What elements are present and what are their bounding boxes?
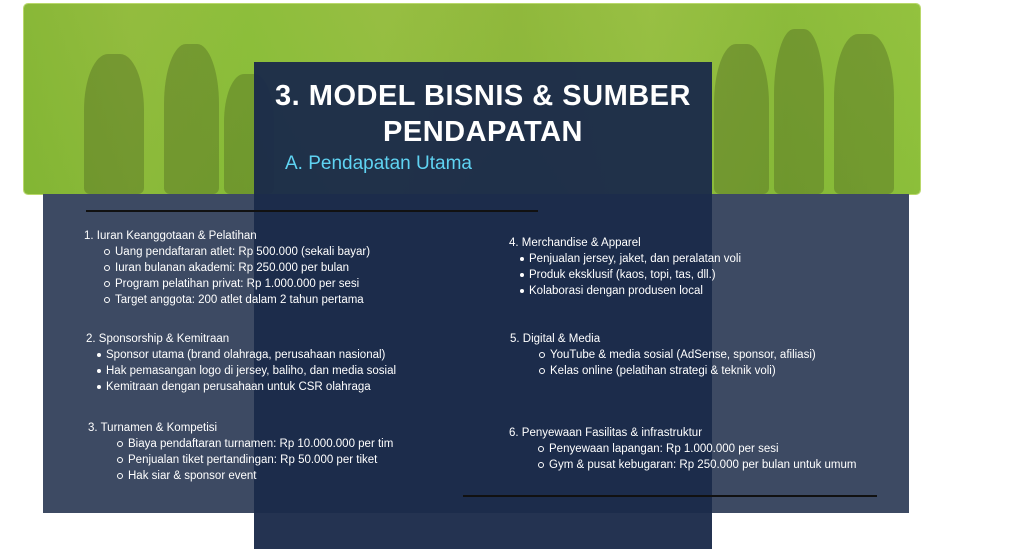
- list-item: Sponsor utama (brand olahraga, perusahaan nasional): [106, 347, 396, 363]
- list-item: Kelas online (pelatihan strategi & teknik voli): [550, 363, 816, 379]
- list-item: Biaya pendaftaran turnamen: Rp 10.000.000 per tim: [128, 438, 394, 450]
- divider-bottom: [463, 495, 877, 497]
- list-item: Gym & pusat kebugaran: Rp 250.000 per bulan untuk umum: [549, 459, 857, 471]
- list-item: Iuran bulanan akademi: Rp 250.000 per bulan: [115, 260, 370, 276]
- section-tournament: [88, 420, 393, 484]
- list-item: Hak siar & sponsor event: [128, 468, 393, 484]
- section-digital: [510, 331, 816, 379]
- section-heading: 6. Penyewaan Fasilitas & infrastruktur: [509, 427, 703, 439]
- section-heading: 5. Digital & Media: [510, 333, 601, 345]
- list-item: Uang pendaftaran atlet: Rp 500.000 (sekali bayar): [115, 246, 371, 258]
- list-item: Kolaborasi dengan produsen local: [529, 283, 741, 299]
- section-facility-rental: [509, 425, 857, 473]
- section-merchandise: [509, 235, 741, 299]
- list-item: Kemitraan dengan perusahaan untuk CSR olahraga: [106, 379, 396, 395]
- list-item: Produk eksklusif (kaos, topi, tas, dll.): [529, 267, 741, 283]
- list-item: Program pelatihan privat: Rp 1.000.000 per sesi: [115, 276, 370, 292]
- photo-figure: [834, 34, 894, 194]
- divider-top: [86, 210, 538, 212]
- photo-figure: [714, 44, 769, 194]
- section-heading: 2. Sponsorship & Kemitraan: [86, 333, 230, 345]
- slide-subtitle: A. Pendapatan Utama: [285, 153, 472, 174]
- list-item: YouTube & media sosial (AdSense, sponsor, afiliasi): [550, 349, 816, 361]
- list-item: Penyewaan lapangan: Rp 1.000.000 per sesi: [549, 441, 857, 457]
- list-item: Penjualan tiket pertandingan: Rp 50.000 per tiket: [128, 452, 393, 468]
- photo-figure: [84, 54, 144, 194]
- photo-figure: [774, 29, 824, 194]
- slide-title: 3. MODEL BISNIS & SUMBER PENDAPATAN: [275, 80, 691, 148]
- section-heading: 3. Turnamen & Kompetisi: [88, 422, 218, 434]
- list-item: Hak pemasangan logo di jersey, baliho, dan media sosial: [106, 365, 397, 377]
- section-membership: [84, 228, 370, 308]
- section-sponsorship: [86, 331, 396, 395]
- list-item: Target anggota: 200 atlet dalam 2 tahun pertama: [115, 292, 370, 308]
- photo-figure: [164, 44, 219, 194]
- list-item: Penjualan jersey, jaket, dan peralatan voli: [529, 253, 742, 265]
- section-heading: 4. Merchandise & Apparel: [509, 237, 641, 249]
- section-heading: 1. Iuran Keanggotaan & Pelatihan: [84, 230, 257, 242]
